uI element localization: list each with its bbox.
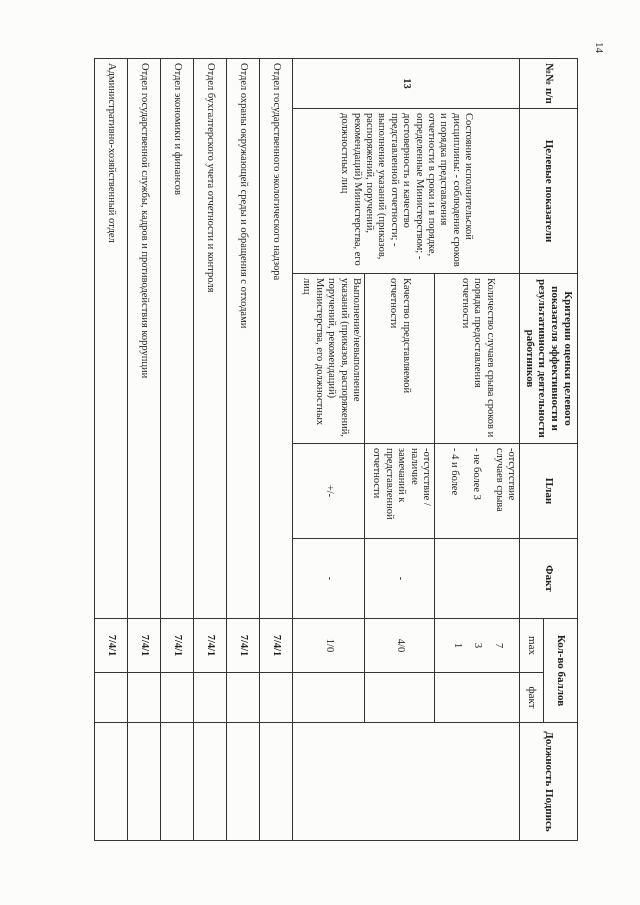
section-max: 7/4/1 — [128, 619, 161, 673]
plan-line: - 4 и более — [448, 448, 460, 496]
section-position — [128, 723, 161, 841]
section-max: 7/4/1 — [260, 619, 293, 673]
section-position — [260, 723, 293, 841]
row13-plan-3 — [293, 444, 365, 539]
section-position — [95, 723, 128, 841]
header-points-fact: факт — [520, 673, 544, 723]
section-position — [161, 723, 194, 841]
max-value: 1/0 — [323, 638, 335, 653]
section-row-label: Отдел охраны окружающей среды и обращения с отходами — [227, 59, 260, 619]
section-max: 7/4/1 — [227, 619, 260, 673]
row13-indicator: Состояние исполнительской дисциплины: - соблюдение сроков и порядка представления отчетности в сроки и в порядке, определенные Министерством; - достоверность и качество представленной отчетности; - выполнение указаний (приказов, распоряжений, поручений, рекомендаций) Министерства, его должностных лиц — [293, 109, 520, 274]
rotated-table-sheet — [98, 58, 578, 840]
row13-plan-2 — [365, 444, 435, 539]
plan-line: -отсутствие случаев срыва — [493, 448, 517, 512]
section-max: 7/4/1 — [95, 619, 128, 673]
row13-max-1 — [435, 619, 520, 673]
row13-points-fact-1 — [435, 673, 520, 723]
section-row-label: Отдел бухгалтерского учета отчетности и контроля — [194, 59, 227, 619]
header-fact: Факт — [520, 539, 578, 619]
section-row-label: Отдел экономики и финансов — [161, 59, 194, 619]
row13-position — [293, 723, 520, 841]
section-points-fact — [128, 673, 161, 723]
header-plan: План — [520, 444, 578, 539]
row13-fact-1 — [435, 539, 520, 619]
section-position — [227, 723, 260, 841]
max-value: 4/0 — [394, 638, 406, 653]
header-position: Должность Подпись — [520, 723, 578, 841]
section-row-label: Административно-хозяйственный отдел — [95, 59, 128, 619]
row13-criteria-1: Количество случаев срыва сроков и порядка предоставления отчетности — [435, 274, 520, 444]
header-num: №№ п/п — [520, 59, 578, 109]
max-value: 1 — [451, 642, 463, 649]
criteria-table — [94, 58, 578, 841]
plan-line: - не более 3 — [471, 448, 483, 500]
section-max: 7/4/1 — [194, 619, 227, 673]
row13-points-fact-3 — [293, 673, 365, 723]
row13-fact-2: - — [365, 539, 435, 619]
header-points: Кол-во баллов — [544, 619, 578, 723]
plan-line: -отсутствие /наличие замечаний к представленной отчетности — [371, 448, 432, 520]
section-position — [194, 723, 227, 841]
max-value: 3 — [472, 642, 484, 649]
max-value: 7 — [492, 642, 504, 649]
page-number: 14 — [593, 42, 605, 53]
section-points-fact — [194, 673, 227, 723]
section-points-fact — [161, 673, 194, 723]
section-points-fact — [95, 673, 128, 723]
row13-max-2 — [365, 619, 435, 673]
plan-line: +/- — [323, 484, 335, 498]
row13-plan-1 — [435, 444, 520, 539]
section-row-label: Отдел государственной службы, кадров и противодействия коррупции — [128, 59, 161, 619]
section-max: 7/4/1 — [161, 619, 194, 673]
row13-fact-3: - — [293, 539, 365, 619]
row13-num: 13 — [293, 59, 520, 109]
row13-points-fact-2 — [365, 673, 435, 723]
header-points-max: max — [520, 619, 544, 673]
section-row-label: Отдел государственного экологического надзора — [260, 59, 293, 619]
row13-criteria-2: Качество представляемой отчетности — [365, 274, 435, 444]
row13-max-3 — [293, 619, 365, 673]
header-criteria: Критерии оценки целевого показателя эффективности и результативности деятельности работников — [520, 274, 578, 444]
row13-criteria-3: Выполнение/невыполнение указаний (приказов, распоряжений, поручений, рекомендаций) Министерства, его должностных лиц — [293, 274, 365, 444]
header-indicator: Целевые показатели — [520, 109, 578, 274]
section-points-fact — [260, 673, 293, 723]
section-points-fact — [227, 673, 260, 723]
